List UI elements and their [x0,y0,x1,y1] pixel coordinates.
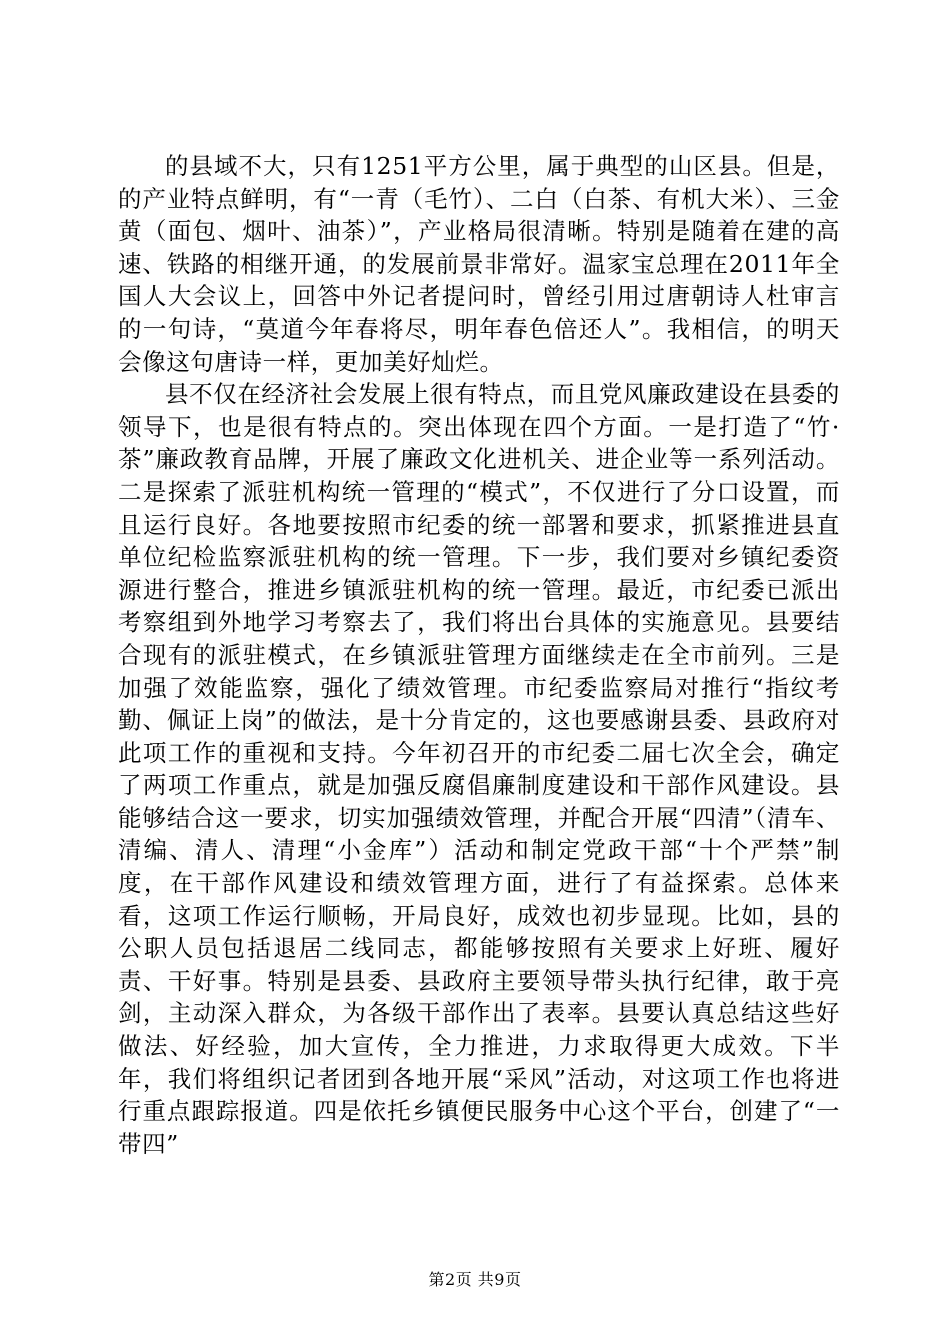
paragraph-anti-corruption-work: 县不仅在经济社会发展上很有特点，而且党风廉政建设在县委的领导下，也是很有特点的。突出体现在四个方面。一是打造了“竹·茶”廉政教育品牌，开展了廉政文化进机关、进企业等一系列活动。二是探索了派驻机构统一管理的“模式”，不仅进行了分口设置，而且运行良好。各地要按照市纪委的统一部署和要求，抓紧推进县直单位纪检监察派驻机构的统一管理。下一步，我们要对乡镇纪委资源进行整合，推进乡镇派驻机构的统一管理。最近，市纪委已派出考察组到外地学习考察去了，我们将出台具体的实施意见。县要结合现有的派驻模式，在乡镇派驻管理方面继续走在全市前列。三是加强了效能监察，强化了绩效管理。市纪委监察局对推行“指纹考勤、佩证上岗”的做法，是十分肯定的，这也要感谢县委、县政府对此项工作的重视和支持。今年初召开的市纪委二届七次全会，确定了两项工作重点，就是加强反腐倡廉制度建设和干部作风建设。县能够结合这一要求，切实加强绩效管理，并配合开展“四清”（清车、清编、清人、清理“小金库”）活动和制定党政干部“十个严禁”制度，在干部作风建设和绩效管理方面，进行了有益探索。总体来看，这项工作运行顺畅，开局良好，成效也初步显现。比如，县的公职人员包括退居二线同志，都能够按照有关要求上好班、履好责、干好事。特别是县委、县政府主要领导带头执行纪律，敢于亮剑，主动深入群众，为各级干部作出了表率。县要认真总结这些好做法、好经验，加大宣传，全力推进，力求取得更大成效。下半年，我们将组织记者团到各地开展“采风”活动，对这项工作也将进行重点跟踪报道。四是依托乡镇便民服务中心这个平台，创建了“一带四” [118,380,840,1158]
page-footer [0,1270,950,1290]
document-body [118,150,840,1160]
page-number: 第2页 共9页 [428,1270,522,1289]
paragraph-county-overview: 的县域不大，只有1251平方公里，属于典型的山区县。但是，的产业特点鲜明，有“一青（毛竹）、二白（白茶、有机大米）、三金黄（面包、烟叶、油茶）”，产业格局很清晰。特别是随着在建的高速、铁路的相继开通，的发展前景非常好。温家宝总理在2011年全国人大会议上，回答中外记者提问时，曾经引用过唐朝诗人杜审言的一句诗，“莫道今年春将尽，明年春色倍还人”。我相信，的明天会像这句唐诗一样，更加美好灿烂。 [118,152,840,376]
